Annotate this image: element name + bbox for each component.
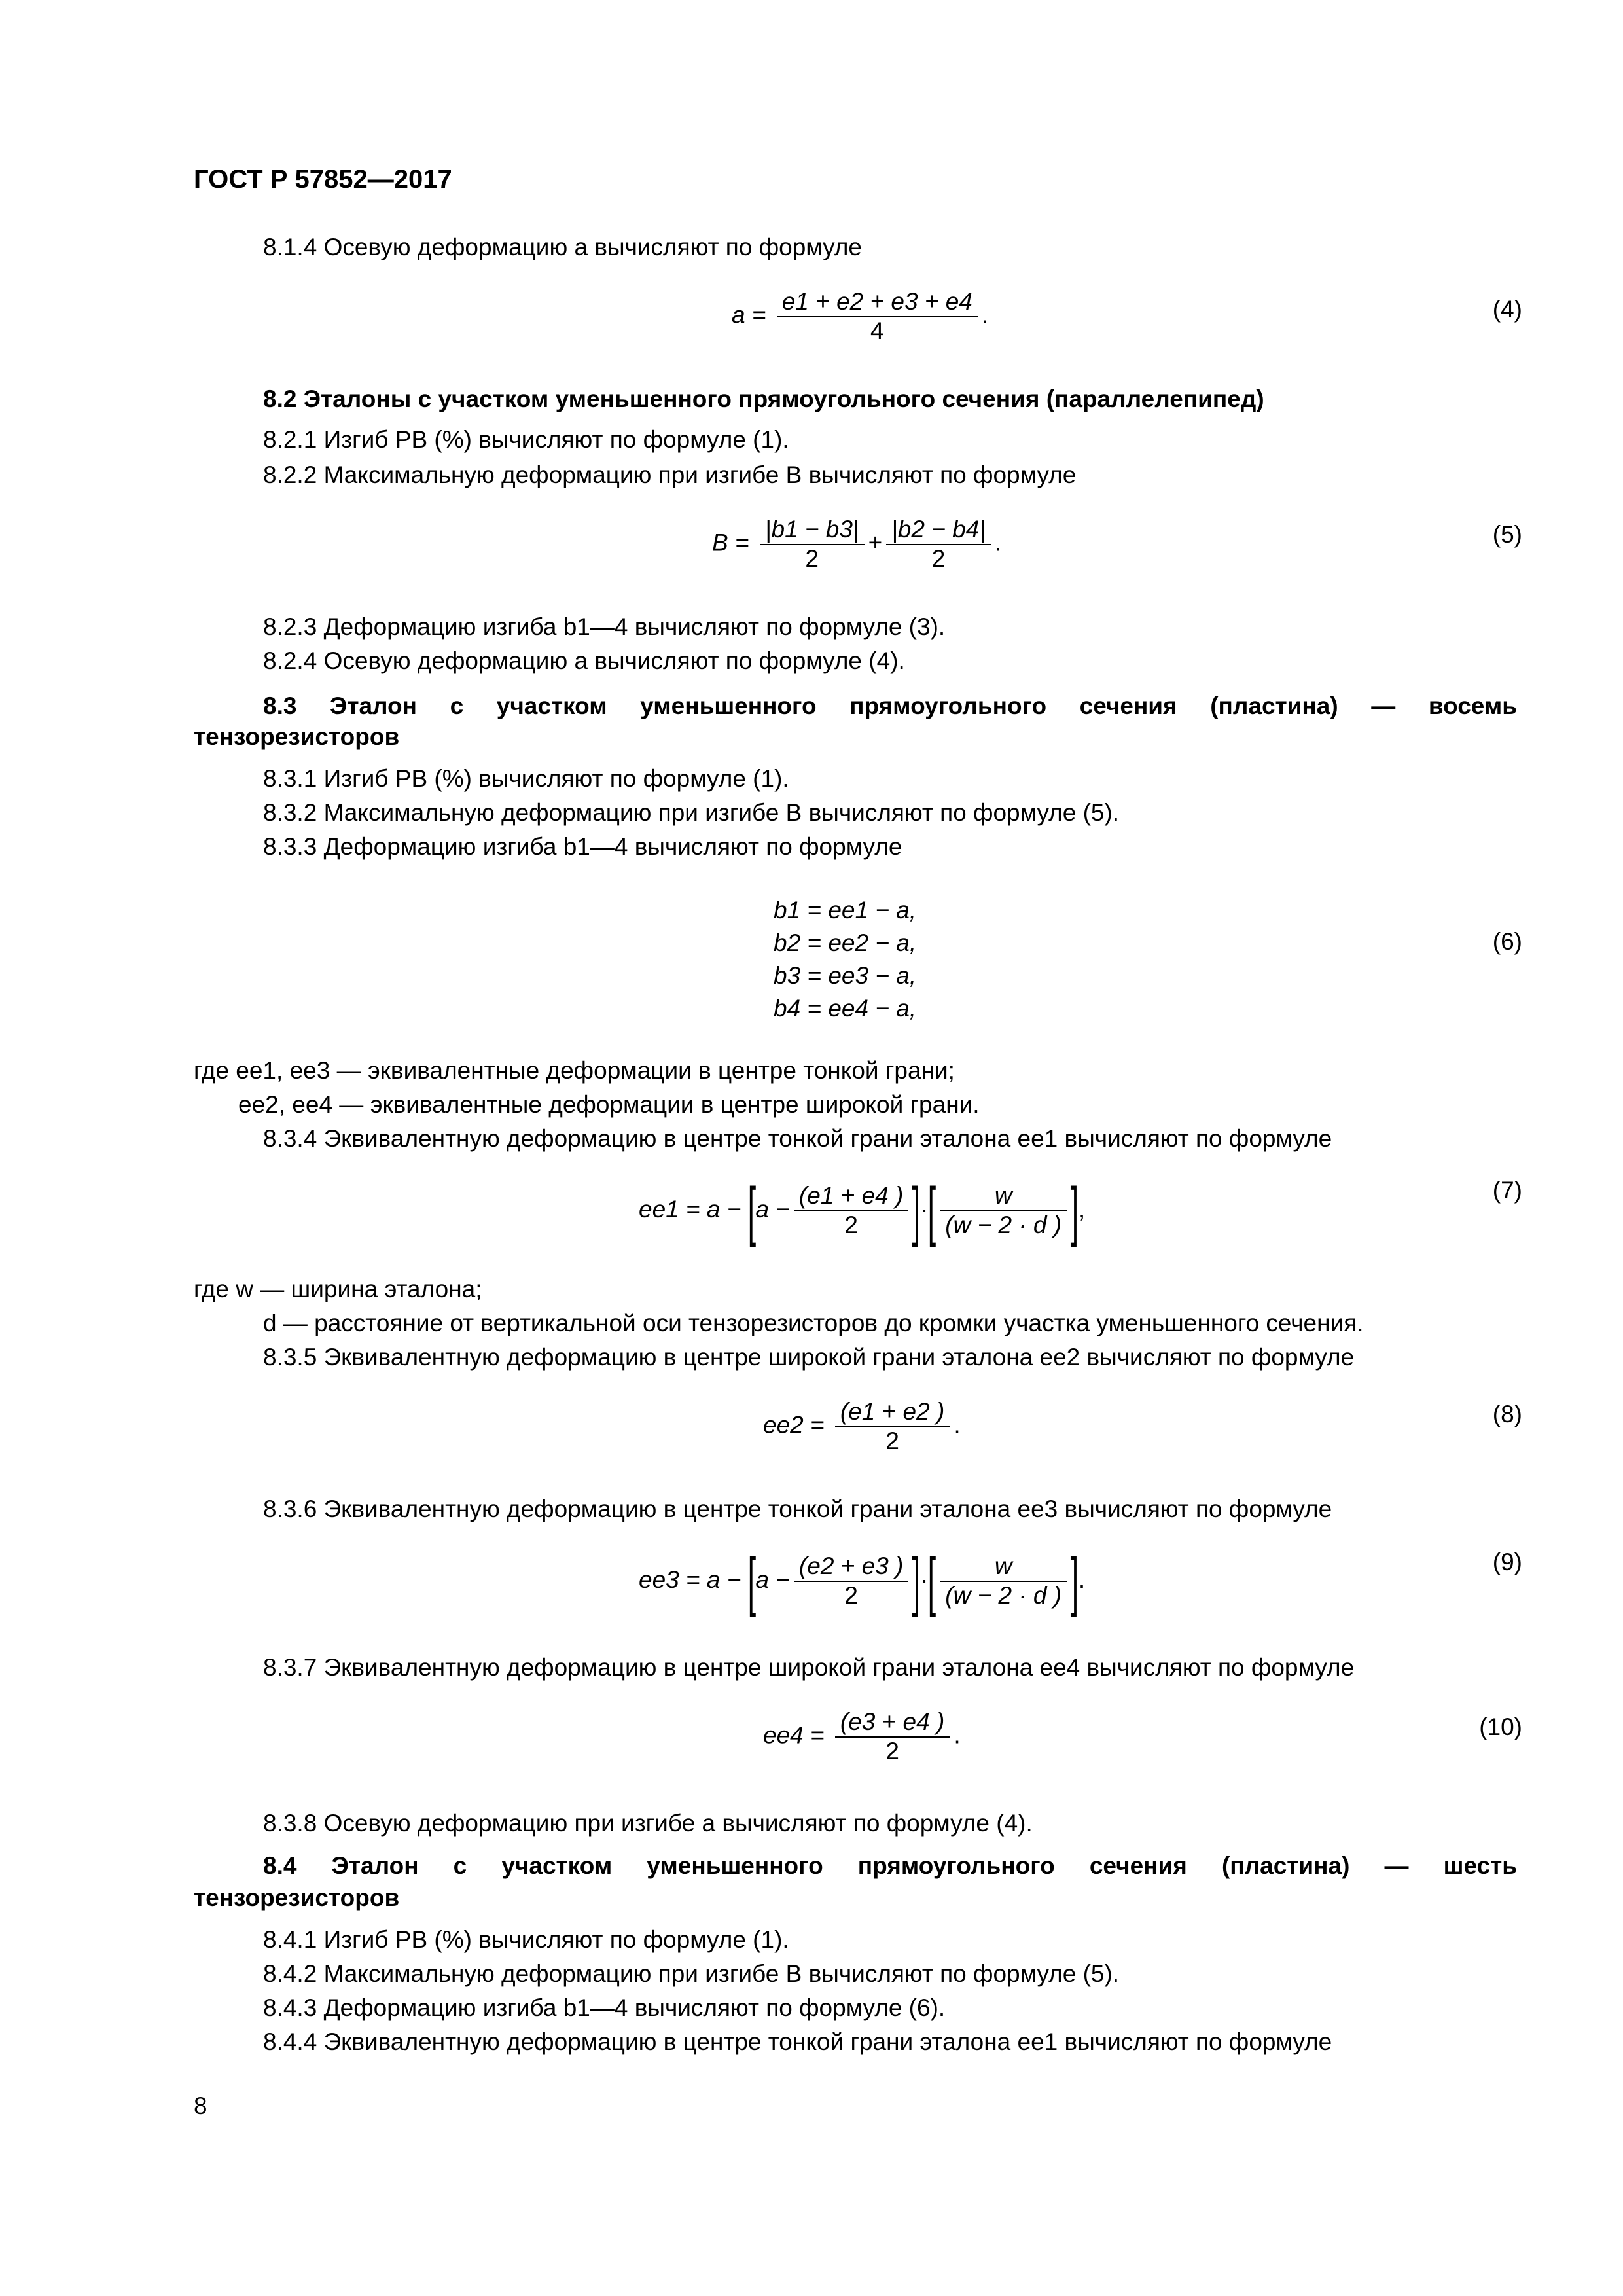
formula-4 <box>732 288 988 346</box>
formula-plus: + <box>868 529 883 556</box>
heading-8-3-line1: 8.3 Эталон с участком уменьшенного прямоугольного сечения (пластина) — восемь <box>263 692 1517 719</box>
heading-8-2: 8.2 Эталоны с участком уменьшенного прямоугольного сечения (параллелепипед) <box>263 386 1264 412</box>
formula-inner-a: a − <box>755 1195 790 1223</box>
formula-denominator: (w − 2 · d ) <box>945 1582 1062 1609</box>
clause-8-3-4: 8.3.4 Эквивалентную деформацию в центре тонкой грани эталона ee1 вычисляют по формуле <box>263 1125 1332 1152</box>
heading-8-3-line2: тензорезисторов <box>194 723 400 750</box>
left-bracket-icon: [ <box>928 1545 936 1618</box>
formula-10 <box>763 1708 961 1766</box>
formula-lhs: B = <box>712 529 749 556</box>
clause-8-3-7: 8.3.7 Эквивалентную деформацию в центре широкой грани эталона ee4 вычисляют по формуле <box>263 1654 1355 1681</box>
formula-6-line2: b2 = ee2 − a, <box>774 929 917 956</box>
page-number: 8 <box>194 2092 207 2119</box>
where-7-line1: где w — ширина эталона; <box>194 1276 482 1302</box>
formula-lhs: ee4 = <box>763 1721 825 1749</box>
formula-tail: . <box>981 301 989 329</box>
formula-dot: · <box>920 1566 929 1593</box>
formula-numerator: (e3 + e4 ) <box>835 1708 950 1738</box>
formula-denominator: (w − 2 · d ) <box>945 1211 1062 1238</box>
left-bracket-icon: [ <box>928 1174 936 1247</box>
heading-8-4-line2: тензорезисторов <box>194 1884 400 1911</box>
formula-inner-a: a − <box>755 1566 790 1593</box>
formula-lhs: a = <box>732 301 766 329</box>
formula-lhs: ee2 = <box>763 1411 825 1439</box>
clause-8-4-3: 8.4.3 Деформацию изгиба b1—4 вычисляют по формуле (6). <box>263 1994 946 2021</box>
clause-8-3-6: 8.3.6 Эквивалентную деформацию в центре тонкой грани эталона ee3 вычисляют по формуле <box>263 1496 1332 1522</box>
clause-8-2-2: 8.2.2 Максимальную деформацию при изгибе B вычисляют по формуле <box>263 461 1077 488</box>
right-bracket-icon: ] <box>912 1545 921 1618</box>
formula-numerator: e1 + e2 + e3 + e4 <box>777 288 978 317</box>
formula-numerator: (e1 + e2 ) <box>835 1398 950 1427</box>
left-bracket-icon: [ <box>747 1174 756 1247</box>
formula-numerator: (e2 + e3 ) <box>794 1552 908 1582</box>
clause-8-4-1: 8.4.1 Изгиб PB (%) вычисляют по формуле (1). <box>263 1926 789 1953</box>
clause-8-4-4: 8.4.4 Эквивалентную деформацию в центре тонкой грани эталона ee1 вычисляют по формуле <box>263 2028 1332 2055</box>
clause-8-3-8: 8.3.8 Осевую деформацию при изгибе a вычисляют по формуле (4). <box>263 1810 1033 1837</box>
formula-numerator: |b2 − b4| <box>886 516 991 545</box>
formula-number-6: (6) <box>1492 928 1522 955</box>
formula-tail: , <box>1078 1195 1086 1223</box>
clause-8-3-1: 8.3.1 Изгиб PB (%) вычисляют по формуле (1). <box>263 765 789 792</box>
clause-8-4-2: 8.4.2 Максимальную деформацию при изгибе B вычисляют по формуле (5). <box>263 1960 1120 1987</box>
clause-8-3-3: 8.3.3 Деформацию изгиба b1—4 вычисляют по формуле <box>263 833 902 860</box>
formula-8 <box>763 1398 961 1456</box>
formula-tail: . <box>994 529 1002 556</box>
where-6-line2: ee2, ee4 — эквивалентные деформации в центре широкой грани. <box>238 1091 980 1118</box>
formula-denominator: 4 <box>870 317 884 344</box>
formula-6-line1: b1 = ee1 − a, <box>774 897 917 924</box>
formula-numerator: |b1 − b3| <box>760 516 865 545</box>
formula-denominator: 2 <box>844 1211 858 1238</box>
right-bracket-icon: ] <box>912 1174 921 1247</box>
formula-denominator: 2 <box>844 1582 858 1609</box>
heading-8-4-line1: 8.4 Эталон с участком уменьшенного прямоугольного сечения (пластина) — шесть <box>263 1852 1517 1879</box>
clause-8-2-1: 8.2.1 Изгиб PB (%) вычисляют по формуле (1). <box>263 426 789 453</box>
formula-6-line3: b3 = ee3 − a, <box>774 962 917 989</box>
formula-lhs: ee1 = a − <box>639 1195 741 1223</box>
formula-numerator: w <box>940 1552 1067 1582</box>
formula-denominator: 2 <box>885 1427 899 1454</box>
clause-8-3-2: 8.3.2 Максимальную деформацию при изгибе B вычисляют по формуле (5). <box>263 799 1120 826</box>
where-6-line1: где ee1, ee3 — эквивалентные деформации в центре тонкой грани; <box>194 1057 955 1084</box>
formula-denominator: 2 <box>805 545 819 572</box>
formula-numerator: (e1 + e4 ) <box>794 1182 908 1211</box>
document-header: ГОСТ Р 57852—2017 <box>194 165 452 194</box>
formula-tail: . <box>1078 1566 1086 1593</box>
clause-8-1-4: 8.1.4 Осевую деформацию a вычисляют по формуле <box>263 234 863 260</box>
clause-8-2-4: 8.2.4 Осевую деформацию a вычисляют по формуле (4). <box>263 647 905 674</box>
formula-number-10: (10) <box>1479 1713 1522 1740</box>
formula-9 <box>639 1545 1086 1618</box>
clause-8-2-3: 8.2.3 Деформацию изгиба b1—4 вычисляют по формуле (3). <box>263 613 946 640</box>
formula-denominator: 2 <box>931 545 946 572</box>
formula-tail: . <box>954 1721 961 1749</box>
formula-number-4: (4) <box>1492 296 1522 323</box>
clause-8-3-5: 8.3.5 Эквивалентную деформацию в центре широкой грани эталона ee2 вычисляют по формуле <box>263 1344 1355 1371</box>
left-bracket-icon: [ <box>747 1545 756 1618</box>
formula-numerator: w <box>940 1182 1067 1211</box>
formula-denominator: 2 <box>885 1737 899 1765</box>
formula-6-line4: b4 = ee4 − a, <box>774 995 917 1022</box>
formula-number-8: (8) <box>1492 1401 1522 1427</box>
formula-lhs: ee3 = a − <box>639 1566 741 1593</box>
formula-5 <box>712 516 1001 573</box>
right-bracket-icon: ] <box>1070 1174 1079 1247</box>
right-bracket-icon: ] <box>1070 1545 1079 1618</box>
formula-number-5: (5) <box>1492 521 1522 548</box>
formula-dot: · <box>920 1195 929 1223</box>
where-7-line2: d — расстояние от вертикальной оси тензорезисторов до кромки участка уменьшенного сечения. <box>263 1310 1364 1336</box>
formula-tail: . <box>954 1411 961 1439</box>
formula-number-7: (7) <box>1492 1177 1522 1204</box>
formula-7 <box>639 1174 1086 1247</box>
formula-number-9: (9) <box>1492 1549 1522 1575</box>
